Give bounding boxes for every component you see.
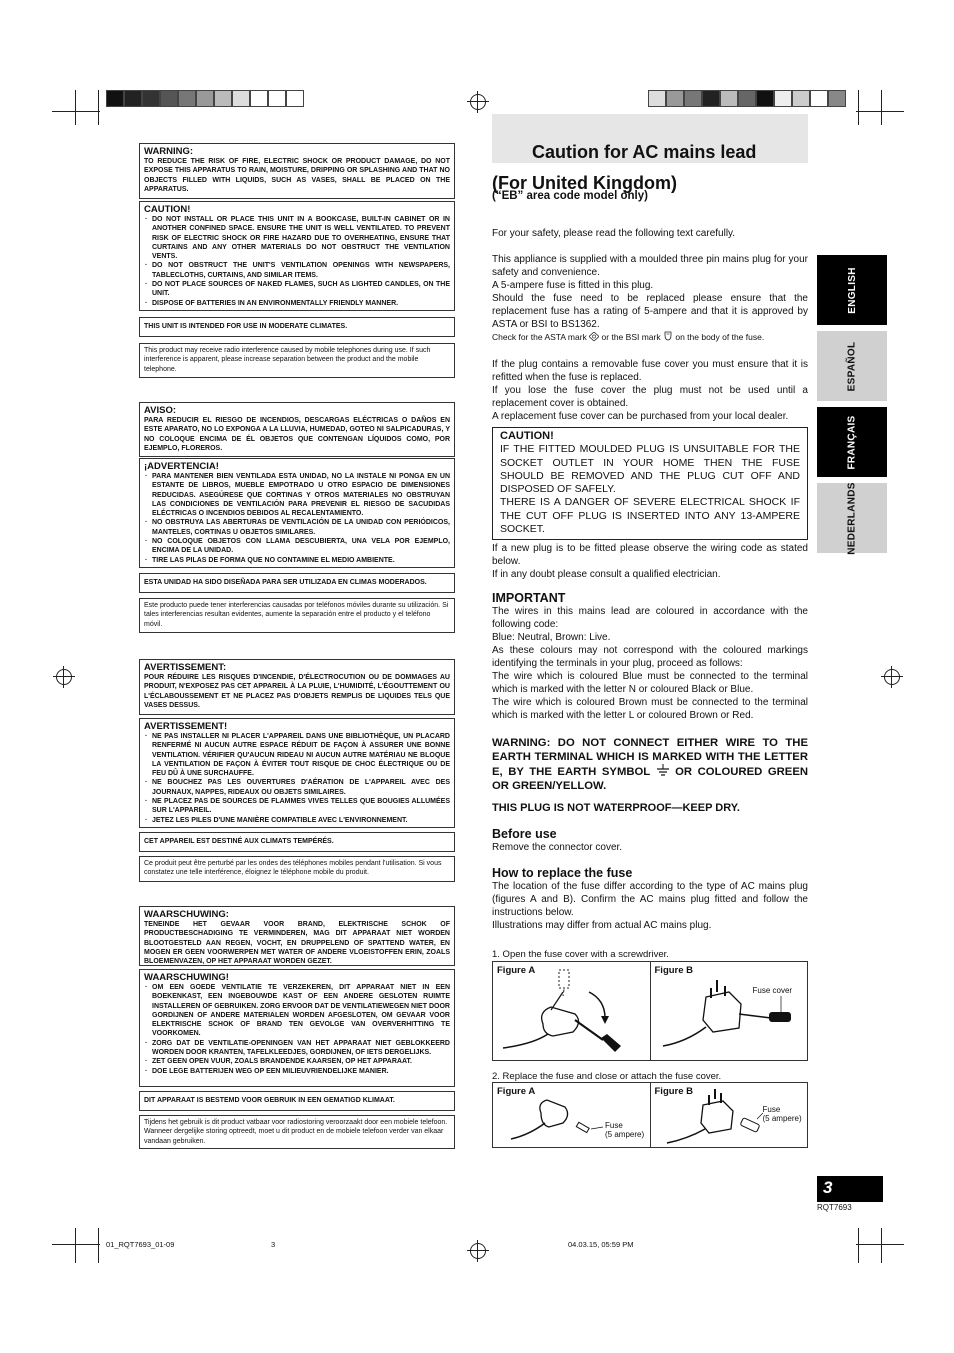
list-item: · ZORG DAT DE VENTILATIE-OPENINGEN VAN HET APPARAAT NIET GEBLOKKEERD WORDEN DOOR KRANTEN, TAFELKLEEDJES, GORDIJNEN, OF IETS DERGELIJKS. bbox=[152, 1039, 450, 1058]
footer-file: 01_RQT7693_01-09 bbox=[106, 1240, 175, 1249]
paragraph: A 5-ampere fuse is fitted in this plug. bbox=[492, 280, 654, 291]
nl-climate-box bbox=[139, 1091, 455, 1111]
paragraph: A replacement fuse cover can be purchased from your local dealer. bbox=[492, 411, 789, 422]
earth-symbol-icon bbox=[656, 764, 670, 776]
plug-caution-title: CAUTION! bbox=[500, 430, 554, 442]
paragraph: If in any doubt please consult a qualified electrician. bbox=[492, 569, 721, 580]
step-2: 2. Replace the fuse and close or attach the fuse cover. bbox=[492, 1071, 722, 1082]
nl-caution-box bbox=[139, 969, 455, 1087]
tab-label: FRANÇAIS bbox=[846, 414, 858, 470]
list-item: · PARA MANTENER BIEN VENTILADA ESTA UNIDAD, NO LA INSTALE NI PONGA EN UN ESTANTE DE LIBROS, MUEBLE EMPOTRADO U OTRO ESPACIO DE DIMENSIONES REDUCIDAS. ASEGÚRESE QUE CORTINAS Y OTROS MATERIALES NO OBSTRUYAN LAS CONDICIONES DE VENTILACIÓN PARA PREVENIR EL RIESGO DE SACUDIDAS ELÉCTRICAS O INCENDIOS DEBIDOS AL RECALENTAMIENTO. bbox=[152, 472, 450, 518]
tab-label: NEDERLANDS bbox=[846, 481, 858, 555]
uk-subtitle: (For United Kingdom) bbox=[492, 173, 677, 193]
plug-a-fuse-illustration bbox=[493, 1083, 650, 1147]
fr-climate-text: CET APPAREIL EST DESTINÉ AUX CLIMATS TEMPÉRÉS. bbox=[144, 838, 334, 845]
fuse-mark-note bbox=[492, 331, 808, 344]
paragraph: If you lose the fuse cover the plug must not be used until a replacement cover is obtained. bbox=[492, 385, 808, 409]
important-title: IMPORTANT bbox=[492, 591, 566, 605]
figure-2b bbox=[651, 1083, 808, 1147]
paragraph: Illustrations may differ from actual AC mains plug. bbox=[492, 920, 712, 931]
color-bar-right bbox=[648, 90, 846, 107]
footer-page: 3 bbox=[271, 1240, 276, 1249]
uk-section-header bbox=[492, 173, 808, 203]
fr-climate-box bbox=[139, 832, 455, 852]
list-item: · DOE LEGE BATTERIJEN WEG OP EEN MILIEUVRIENDELIJKE MANIER. bbox=[152, 1067, 450, 1076]
earth-warning bbox=[492, 737, 808, 793]
es-warning-title: AVISO: bbox=[144, 405, 177, 416]
figure-label: Figure B bbox=[654, 1086, 694, 1097]
paragraph: The location of the fuse differ according to the type of AC mains plug (figures A and B). Confirm the AC mains plug fitted and follow the instructions below. bbox=[492, 881, 808, 918]
en-climate-box bbox=[139, 317, 455, 337]
figure-label: Figure A bbox=[497, 1086, 536, 1097]
intro-text: For your safety, please read the following text carefully. bbox=[492, 228, 736, 239]
before-use-text: Remove the connector cover. bbox=[492, 842, 623, 853]
figure-1b bbox=[651, 962, 808, 1060]
plug-caution-text1: IF THE FITTED MOULDED PLUG IS UNSUITABLE FOR THE SOCKET OUTLET IN YOUR HOME THEN THE FUSE SHOULD BE REMOVED AND THE PLUG CUT OFF AND DISPOSED OF SAFELY. bbox=[500, 443, 800, 496]
fr-caution-list bbox=[144, 732, 450, 825]
page-title: Caution for AC mains lead bbox=[532, 142, 757, 162]
figure-row-1 bbox=[492, 961, 808, 1061]
en-warning-text: TO REDUCE THE RISK OF FIRE, ELECTRIC SHOCK OR PRODUCT DAMAGE, DO NOT EXPOSE THIS APPARATUS TO RAIN, MOISTURE, DRIPPING OR SPLASHING AND THAT NO OBJECTS FILLED WITH LIQUIDS, SUCH AS VASES, SHALL BE PLACED ON THE APPARATUS. bbox=[144, 158, 450, 193]
earth-warning-text-a: WARNING: DO NOT CONNECT EITHER WIRE TO THE EARTH TERMINAL WHICH IS MARKED WITH THE LETTER E, BY THE EARTH SYMBOL bbox=[492, 737, 808, 778]
replace-fuse-title: How to replace the fuse bbox=[492, 866, 633, 880]
page-number: 3 bbox=[817, 1176, 883, 1202]
fuse-info bbox=[492, 253, 808, 344]
list-item: · DO NOT PLACE SOURCES OF NAKED FLAMES, SUCH AS LIGHTED CANDLES, ON THE UNIT. bbox=[152, 280, 450, 299]
earth-warning-text-b: OR COLOURED GREEN OR GREEN/YELLOW. bbox=[492, 766, 809, 792]
bsi-mark-icon bbox=[663, 331, 673, 341]
es-caution-box bbox=[139, 458, 455, 568]
paragraph: The wire which is coloured Brown must be connected to the terminal which is marked with the letter L or coloured Brown or Red. bbox=[492, 697, 808, 721]
nl-caution-list bbox=[144, 983, 450, 1076]
paragraph: Should the fuse need to be replaced please ensure that the replacement fuse has a rating of 5-ampere and that it is approved by ASTA or BSI to BS1362. bbox=[492, 293, 808, 330]
es-climate-text: ESTA UNIDAD HA SIDO DISEÑADA PARA SER UTILIZADA EN CLIMAS MODERADOS. bbox=[144, 579, 427, 586]
figure-1a bbox=[493, 962, 651, 1060]
tab-francais[interactable] bbox=[817, 407, 887, 477]
nl-warning-title: WAARSCHUWING: bbox=[144, 909, 229, 920]
plug-screwdriver-illustration bbox=[493, 962, 650, 1060]
fuse-cover-label: Fuse cover bbox=[752, 986, 793, 995]
list-item: · NE BOUCHEZ PAS LES OUVERTURES D'AÉRATION DE L'APPAREIL AVEC DES JOURNAUX, NAPPES, RIDEAUX OU OBJETS SIMILAIRES. bbox=[152, 778, 450, 797]
tab-espanol[interactable] bbox=[817, 331, 887, 401]
paragraph: Blue: Neutral, Brown: Live. bbox=[492, 632, 611, 643]
fr-warning-text: POUR RÉDUIRE LES RISQUES D'INCENDIE, D'ÉLECTROCUTION OU DE DOMMAGES AU PRODUIT, N'EXPOSEZ PAS CET APPAREIL À LA PLUIE, L'HUMIDITÉ, L'ÉGOUTTEMENT OU L'ÉCLABOUSSEMENT ET NE PLACEZ PAS D'OBJETS REMPLIS DE LIQUIDES TELS QUE VASES DESSUS. bbox=[144, 674, 450, 709]
en-warning-box bbox=[139, 143, 455, 199]
fr-radio-text: Ce produit peut être perturbé par les ondes des téléphones mobiles pendant l'utilisation. Si vous constatez une telle interférence, éloignez le téléphone mobile du produit. bbox=[144, 860, 442, 877]
plug-caution-box bbox=[492, 427, 808, 540]
paragraph: The wires in this mains lead are coloured in accordance with the following code: bbox=[492, 606, 808, 630]
registration-mark-right bbox=[884, 669, 900, 685]
paragraph: As these colours may not correspond with the coloured markings identifying the terminals in your plug, proceed as follows: bbox=[492, 645, 808, 669]
tab-nederlands[interactable] bbox=[817, 483, 887, 553]
fuse-body-text: on the body of the fuse. bbox=[675, 332, 765, 342]
list-item: · JETEZ LES PILES D'UNE MANIÈRE COMPATIBLE AVEC L'ENVIRONNEMENT. bbox=[152, 816, 450, 825]
figure-2a bbox=[493, 1083, 651, 1147]
en-caution-box bbox=[139, 201, 455, 311]
plug-b-fuse-illustration bbox=[651, 1083, 808, 1147]
nl-radio-text: Tijdens het gebruik is dit product vatbaar voor radiostoring veroorzaakt door een mobiele telefoon. Wanneer dergelijke storing optreedt, moet u dit product en de mobiele telefoon verder van elkaar vandaan gebruiken. bbox=[144, 1119, 448, 1145]
bsi-text: or the BSI mark bbox=[601, 332, 661, 342]
paragraph: If the plug contains a removable fuse cover you must ensure that it is refitted when the fuse is replaced. bbox=[492, 359, 808, 383]
list-item: · DO NOT INSTALL OR PLACE THIS UNIT IN A BOOKCASE, BUILT-IN CABINET OR IN ANOTHER CONFINED SPACE. ENSURE THE UNIT IS WELL VENTILATED. TO PREVENT RISK OF ELECTRIC SHOCK OR FIRE HAZARD DUE TO OVERHEATING, ENSURE THAT CURTAINS AND ANY OTHER MATERIALS DO NOT OBSTRUCT THE VENTILATION VENTS. bbox=[152, 215, 450, 261]
fr-caution-box bbox=[139, 718, 455, 828]
list-item: · ZET GEEN OPEN VUUR, ZOALS BRANDENDE KAARSEN, OP HET APPARAAT. bbox=[152, 1057, 450, 1066]
en-caution-list bbox=[144, 215, 450, 308]
nl-climate-text: DIT APPARAAT IS BESTEMD VOOR GEBRUIK IN EEN GEMATIGD KLIMAAT. bbox=[144, 1097, 395, 1104]
paragraph: If a new plug is to be fitted please observe the wiring code as stated below. bbox=[492, 543, 808, 567]
list-item: · NE PAS INSTALLER NI PLACER L'APPAREIL DANS UNE BIBLIOTHÈQUE, UN PLACARD RENFERMÉ NI AUCUN AUTRE ESPACE RÉDUIT DE FAÇON À ASSURER UNE BONNE VENTILATION. VÉRIFIER QU'AUCUN RIDEAU NI AUCUN AUTRE MATÉRIAU NE BLOQUE LA VENTILATION DE FAÇON À ÉVITER TOUT RISQUE DE CHOC ÉLECTRIQUE OU DE FEU DÛ À UNE SURCHAUFFE. bbox=[152, 732, 450, 778]
en-warning-title: WARNING: bbox=[144, 146, 194, 157]
registration-mark-top bbox=[470, 94, 486, 110]
tab-label: ESPAÑOL bbox=[846, 341, 858, 391]
en-caution-title: CAUTION! bbox=[144, 204, 191, 215]
figure-label: Figure A bbox=[497, 965, 536, 976]
list-item: · OM EEN GOEDE VENTILATIE TE VERZEKEREN, DIT APPARAAT NIET IN EEN BOEKENKAST, EEN INGEBOUWDE KAST OF EEN ANDERE GESLOTEN RUIMTE INSTALLEREN OF GEBRUIKEN. ZORG ERVOOR DAT DE VENTILATIEWEGEN NIET DOOR GORDIJNEN OF ANDERE MATERIALEN WORDEN AFGESLOTEN, OM GEVAAR VOOR ELEKTRISCHE SCHOK OF BRAND TEN GEVOLGE VAN OVERVERHITTING TE VOORKOMEN. bbox=[152, 983, 450, 1039]
figure-label: Figure B bbox=[654, 965, 694, 976]
nl-warning-box bbox=[139, 906, 455, 966]
list-item: · DO NOT OBSTRUCT THE UNIT'S VENTILATION OPENINGS WITH NEWSPAPERS, TABLECLOTHS, CURTAINS, AND SIMILAR ITEMS. bbox=[152, 261, 450, 280]
paragraph: The wire which is coloured Blue must be connected to the terminal which is marked with the letter N or coloured Black or Blue. bbox=[492, 671, 808, 695]
fr-warning-box bbox=[139, 659, 455, 715]
es-warning-text: PARA REDUCIR EL RIESGO DE INCENDIOS, DESCARGAS ELÉCTRICAS O DAÑOS EN ESTE APARATO, NO LO EXPONGA A LA LLUVIA, HUMEDAD, GOTEO NI SALPICADURAS, Y NO COLOQUE ENCIMA DE ÉL OBJETOS QUE CONTENGAN LÍQUIDOS COMO, POR EJEMPLO, FLOREROS. bbox=[144, 417, 450, 452]
es-warning-box bbox=[139, 402, 455, 457]
nl-radio-box bbox=[139, 1115, 455, 1149]
es-caution-title: ¡ADVERTENCIA! bbox=[144, 461, 219, 472]
es-radio-text: Este producto puede tener interferencias causadas por teléfonos móviles durante su utilización. Si tales interferencias resultan evidentes, aumente la separación entre el producto y el teléfono móvil. bbox=[144, 602, 449, 628]
registration-mark-left bbox=[56, 669, 72, 685]
en-radio-text: This product may receive radio interference caused by mobile telephones during use. If such interference is apparent, please increase separation between the product and the mobile telephone. bbox=[144, 347, 431, 373]
replace-fuse-section bbox=[492, 867, 808, 932]
en-climate-text: THIS UNIT IS INTENDED FOR USE IN MODERATE CLIMATES. bbox=[144, 323, 348, 330]
before-use-section bbox=[492, 828, 808, 854]
tab-english[interactable] bbox=[817, 255, 887, 325]
list-item: · TIRE LAS PILAS DE FORMA QUE NO CONTAMINE EL MEDIO AMBIENTE. bbox=[152, 556, 450, 565]
figure-row-2 bbox=[492, 1082, 808, 1148]
fuse-label: Fuse (5 ampere) bbox=[605, 1121, 645, 1139]
area-code-note: (“EB” area code model only) bbox=[492, 190, 648, 202]
tab-label: ENGLISH bbox=[846, 266, 858, 314]
plug-caution-text2: THERE IS A DANGER OF SEVERE ELECTRICAL SHOCK IF THE CUT OFF PLUG IS INSERTED INTO ANY 13-AMPERE SOCKET. bbox=[500, 496, 800, 536]
nl-caution-title: WAARSCHUWING! bbox=[144, 972, 229, 983]
footer-date: 04.03.15, 05:59 PM bbox=[568, 1240, 634, 1249]
asta-mark-icon bbox=[589, 332, 599, 341]
es-climate-box bbox=[139, 573, 455, 593]
es-caution-list bbox=[144, 472, 450, 565]
fr-radio-box bbox=[139, 856, 455, 882]
color-bar-left bbox=[106, 90, 304, 107]
safety-intro bbox=[492, 227, 808, 240]
list-item: · NO OBSTRUYA LAS ABERTURAS DE VENTILACIÓN DE LA UNIDAD CON PERIÓDICOS, MANTELES, CORTINAS U OBJETOS SIMILARES. bbox=[152, 518, 450, 537]
asta-text: Check for the ASTA mark bbox=[492, 332, 587, 342]
fuse-cover-info bbox=[492, 358, 808, 423]
before-use-title: Before use bbox=[492, 827, 557, 841]
title-banner bbox=[492, 114, 808, 163]
step-1: 1. Open the fuse cover with a screwdriver. bbox=[492, 949, 669, 960]
es-radio-box bbox=[139, 598, 455, 633]
registration-mark-bottom bbox=[470, 1243, 486, 1259]
list-item: · DISPOSE OF BATTERIES IN AN ENVIRONMENTALLY FRIENDLY MANNER. bbox=[152, 299, 450, 308]
paragraph: This appliance is supplied with a moulded three pin mains plug for your safety and convenience. bbox=[492, 254, 808, 278]
fr-caution-title: AVERTISSEMENT! bbox=[144, 721, 228, 732]
waterproof-note: THIS PLUG IS NOT WATERPROOF—KEEP DRY. bbox=[492, 802, 740, 814]
fuse-label: Fuse (5 ampere) bbox=[762, 1105, 802, 1123]
list-item: · NO COLOQUE OBJETOS CON LLAMA DESCUBIERTA, UNA VELA POR EJEMPLO, ENCIMA DE LA UNIDAD. bbox=[152, 537, 450, 556]
plug-b-screwdriver-illustration bbox=[651, 962, 808, 1060]
new-plug-info bbox=[492, 542, 808, 581]
list-item: · NE PLACEZ PAS DE SOURCES DE FLAMMES VIVES TELLES QUE BOUGIES ALLUMÉES SUR L'APPAREIL. bbox=[152, 797, 450, 816]
fr-warning-title: AVERTISSEMENT: bbox=[144, 662, 227, 673]
en-radio-box bbox=[139, 343, 455, 378]
model-code: RQT7693 bbox=[817, 1203, 852, 1212]
important-section bbox=[492, 592, 808, 722]
nl-warning-text: TENEINDE HET GEVAAR VOOR BRAND, ELEKTRISCHE SCHOK OF PRODUCTBESCHADIGING TE VERMINDEREN, MAG DIT APPARAAT NIET WORDEN BLOOTGESTELD AAN REGEN, VOCHT, EN DRUPPELEND OF SPATTEND WATER, EN MOGEN ER GEEN VOORWERPEN MET WATER OF ANDERE VLOEISTOFFEN ERIN, ZOALS BLOEMENVAZEN, OP HET APPARAAT WORDEN GEZET. bbox=[144, 921, 450, 966]
